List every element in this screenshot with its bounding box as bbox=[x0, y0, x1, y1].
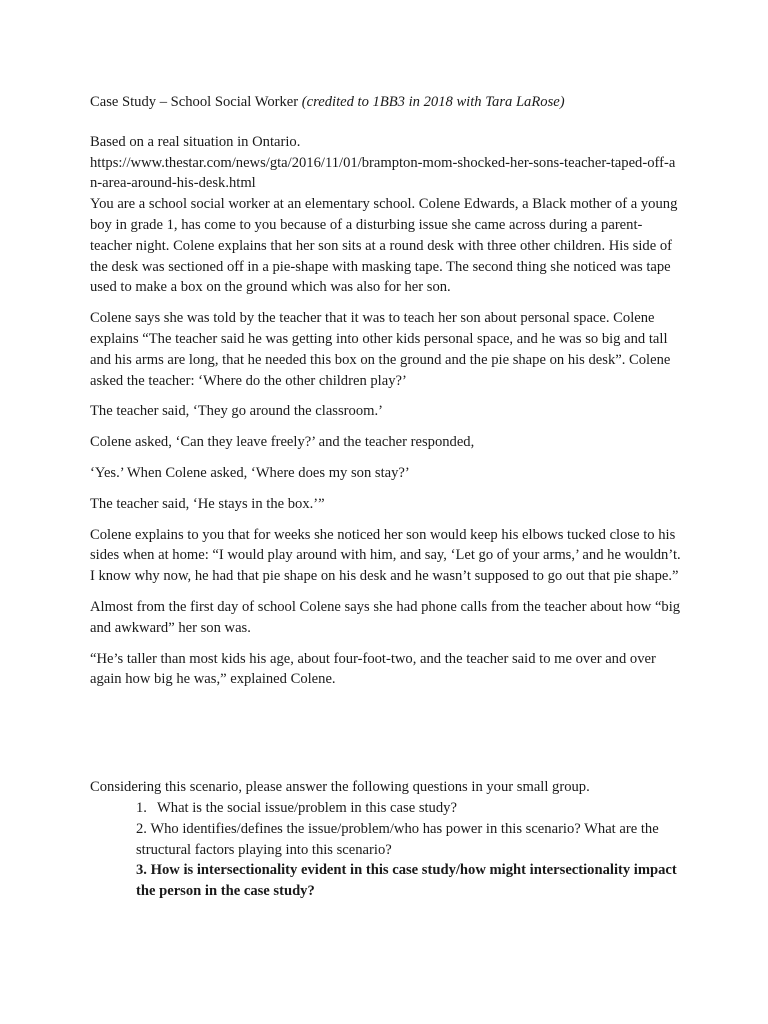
paragraph-teacher-said-1: The teacher said, ‘They go around the classroom.’ bbox=[90, 403, 383, 420]
intro-block bbox=[90, 132, 682, 298]
question-item bbox=[90, 798, 682, 819]
question-text: Who identifies/defines the issue/problem/who has power in this scenario? What are the structural factors playing into this scenario? bbox=[136, 820, 659, 858]
question-item bbox=[90, 860, 682, 902]
paragraph-elbows: Colene explains to you that for weeks she noticed her son would keep his elbows tucked close to his sides when at home: “I would play around with him, and say, ‘Let go of your arms,’ and he wouldn’t. I know why now, he had that pie shape on his desk and he wasn’t supposed to go out that pie shape.” bbox=[90, 526, 681, 585]
title-credit: (credited to 1BB3 in 2018 with Tara LaRose) bbox=[301, 94, 565, 110]
spacer bbox=[90, 700, 682, 777]
question-item bbox=[90, 819, 682, 861]
question-list bbox=[90, 798, 682, 902]
paragraph-teacher-said-2: The teacher said, ‘He stays in the box.’” bbox=[90, 495, 325, 512]
intro-line: Based on a real situation in Ontario. bbox=[90, 133, 301, 150]
question-text: How is intersectionality evident in this case study/how might intersectionality impact the person in the case study? bbox=[136, 862, 677, 900]
document-title bbox=[90, 92, 682, 113]
question-number: 2. bbox=[136, 820, 147, 837]
question-number: 3. bbox=[136, 862, 147, 879]
paragraph-taller: “He’s taller than most kids his age, about four-foot-two, and the teacher said to me over and over again how big he was,” explained Colene. bbox=[90, 650, 656, 688]
intro-paragraph: You are a school social worker at an elementary school. Colene Edwards, a Black mother of a young boy in grade 1, has come to you because of a disturbing issue she came across during a parent-teacher night. Colene explains that her son sits at a round desk with three other children. His side of the desk was sectioned off in a pie-shape with masking tape. The second thing she noticed was tape used to make a box on the ground which was also for her son. bbox=[90, 196, 678, 296]
source-url: https://www.thestar.com/news/gta/2016/11/01/brampton-mom-shocked-her-sons-teacher-taped-off-an-area-around-his-desk.html bbox=[90, 154, 676, 192]
paragraph-personal-space: Colene says she was told by the teacher that it was to teach her son about personal space. Colene explains “The teacher said he was getting into other kids personal space, and he was so big and tall and his arms are long, that he needed this box on the ground and the pie shape on his desk”. Colene asked the teacher: ‘Where do the other children play?’ bbox=[90, 310, 671, 389]
paragraph-colene-asked: Colene asked, ‘Can they leave freely?’ and the teacher responded, bbox=[90, 434, 475, 451]
document-page bbox=[90, 92, 682, 902]
question-text: What is the social issue/problem in this case study? bbox=[157, 799, 457, 816]
question-number: 1. bbox=[136, 799, 147, 816]
questions-intro: Considering this scenario, please answer the following questions in your small group. bbox=[90, 779, 590, 796]
paragraph-phone-calls: Almost from the first day of school Colene says she had phone calls from the teacher about how “big and awkward” her son was. bbox=[90, 598, 681, 636]
paragraph-yes: ‘Yes.’ When Colene asked, ‘Where does my son stay?’ bbox=[90, 464, 410, 481]
title-text: Case Study – School Social Worker bbox=[90, 94, 302, 110]
